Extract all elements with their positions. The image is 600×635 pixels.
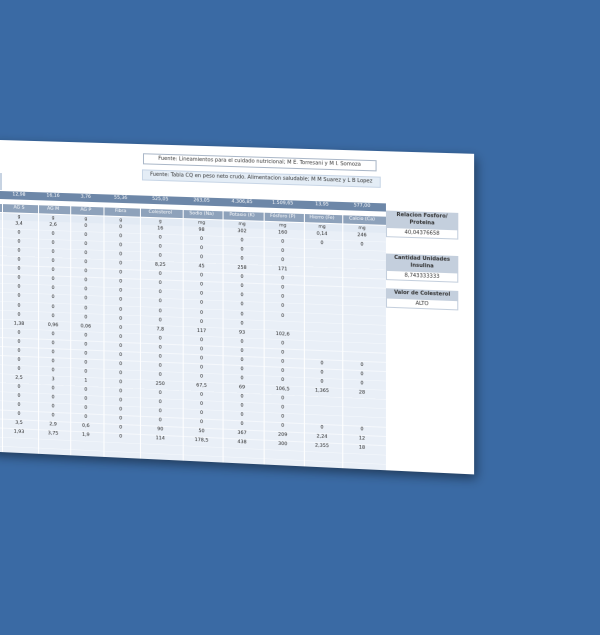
table-cell[interactable]: 0 [158, 345, 162, 351]
table-cell[interactable]: 0 [119, 389, 123, 395]
table-cell[interactable]: 50 [198, 429, 205, 435]
table-cell[interactable]: 0 [84, 251, 88, 257]
table-cell[interactable]: 0 [17, 412, 21, 418]
table-cell[interactable]: 0 [84, 223, 88, 229]
table-cell[interactable]: 0 [360, 362, 364, 368]
table-cell[interactable]: 0 [200, 356, 204, 362]
table-cell[interactable]: 0 [240, 302, 244, 308]
table-cell[interactable]: 0 [158, 253, 162, 259]
table-cell[interactable]: 0 [17, 276, 21, 282]
table-cell[interactable]: 0 [200, 346, 204, 353]
table-cell[interactable]: 0 [281, 258, 285, 264]
table-cell[interactable]: 2,24 [316, 434, 328, 441]
column-header: Potasio (K) [229, 212, 255, 219]
table-cell[interactable]: 0 [200, 319, 204, 325]
table-cell[interactable]: 0 [17, 348, 21, 354]
column-header: Hierro (Fe) [309, 215, 335, 222]
table-cell[interactable]: 1,38 [13, 321, 25, 327]
table-cell[interactable]: 0 [119, 225, 123, 231]
table-cell[interactable]: 0 [84, 387, 88, 393]
table-cell[interactable]: 18 [358, 445, 366, 452]
table-cell[interactable]: 0 [119, 334, 123, 340]
table-cell[interactable]: 28 [358, 390, 366, 396]
table-cell[interactable]: 0 [119, 425, 123, 431]
table-cell[interactable]: 0 [17, 393, 21, 400]
table-cell[interactable]: 0 [17, 303, 21, 309]
total-value: 263,05 [193, 198, 210, 204]
column-unit: mg [358, 225, 366, 232]
cholesterol-title: Valor de Colesterol [386, 288, 458, 300]
table-cell[interactable]: 2,355 [315, 443, 329, 450]
table-cell[interactable]: 98 [198, 227, 205, 233]
table-cell[interactable]: 0 [200, 291, 204, 298]
table-cell[interactable]: 90 [157, 427, 164, 433]
table-cell[interactable]: 367 [237, 431, 247, 437]
total-value: 3,76 [80, 194, 91, 200]
table-cell[interactable]: 0 [51, 295, 55, 301]
table-cell[interactable]: 0 [84, 260, 88, 266]
column-header: Fósforo (P) [270, 213, 296, 220]
total-value: 16,16 [46, 193, 60, 199]
table-cell[interactable]: 0 [281, 304, 285, 310]
table-cell[interactable]: 0 [51, 413, 55, 419]
table-cell[interactable]: 1,93 [13, 430, 25, 436]
table-cell[interactable]: 0 [119, 288, 123, 295]
table-cell[interactable]: 0 [51, 331, 55, 337]
column-unit: g [84, 216, 88, 222]
table-cell[interactable]: 0 [51, 404, 55, 410]
table-cell[interactable]: 0 [320, 361, 324, 367]
table-cell[interactable]: 67,5 [196, 383, 207, 389]
column-unit: mg [197, 220, 206, 226]
total-value: 525,05 [152, 196, 169, 203]
phos-protein-value[interactable]: 40,04376658 [386, 227, 458, 240]
total-value: 12,98 [12, 192, 26, 198]
table-cell[interactable]: 0 [158, 308, 162, 314]
table-cell[interactable]: 0 [119, 416, 123, 422]
table-cell[interactable]: 8,25 [154, 262, 166, 269]
table-cell[interactable]: 0 [320, 370, 324, 376]
table-cell[interactable]: 1,365 [315, 388, 329, 395]
table-cell[interactable]: 1,9 [82, 433, 90, 439]
table-cell[interactable]: 0 [84, 242, 88, 248]
table-cell[interactable]: 0 [119, 298, 123, 304]
table-cell[interactable]: 0 [119, 380, 123, 386]
table-cell[interactable]: 300 [278, 442, 288, 448]
table-cell[interactable]: 0 [17, 294, 21, 300]
spreadsheet-page [0, 140, 474, 475]
table-cell[interactable]: 0 [17, 330, 21, 336]
table-cell[interactable]: 0 [200, 273, 204, 279]
table-cell[interactable]: 0 [158, 244, 162, 250]
table-cell[interactable]: 0 [84, 342, 88, 348]
table-cell[interactable]: 160 [278, 230, 288, 236]
table-cell[interactable]: 0 [200, 310, 204, 316]
table-cell[interactable]: 0 [158, 281, 162, 287]
source-note-2: Fuente: Tabla CQ en peso neto crudo. Alimentacion saludable; M M Suarez y L B Lopez [142, 169, 381, 188]
table-cell[interactable]: 0 [281, 276, 285, 282]
table-cell[interactable]: 45 [198, 264, 205, 270]
table-cell[interactable]: 0 [240, 366, 244, 373]
table-cell[interactable]: 0 [17, 257, 21, 263]
table-cell[interactable]: 178,5 [194, 438, 209, 445]
table-cell[interactable]: 0 [17, 339, 21, 345]
column-unit: mg [238, 221, 246, 228]
table-cell[interactable]: 0 [84, 369, 88, 375]
table-cell[interactable]: 0 [158, 272, 162, 278]
table-cell[interactable]: 0 [84, 269, 88, 275]
total-value: 1.509,65 [272, 200, 294, 207]
table-cell[interactable]: 2,6 [49, 222, 57, 228]
column-unit: mg [318, 224, 326, 230]
table-cell[interactable]: 0 [119, 352, 123, 358]
table-cell[interactable]: 0 [281, 423, 285, 430]
table-cell[interactable]: 0 [17, 266, 21, 273]
table-cell[interactable]: 0 [84, 360, 88, 366]
table-cell[interactable]: 0 [200, 246, 204, 252]
column-header: Calcio (Ca) [348, 216, 375, 223]
column-unit: g [158, 219, 162, 225]
total-value: 55,36 [114, 195, 128, 202]
table-cell[interactable]: 0 [240, 348, 244, 354]
table-cell[interactable]: 0 [51, 386, 55, 392]
cholesterol-value[interactable]: ALTO [386, 297, 458, 310]
total-value: 13,95 [315, 202, 329, 208]
table-cell[interactable]: 0 [360, 371, 364, 378]
cholesterol-panel [386, 288, 458, 310]
table-cell[interactable]: 0 [84, 351, 88, 357]
table-cell[interactable]: 302 [237, 229, 247, 235]
table-cell[interactable]: 69 [238, 385, 246, 391]
table-cell[interactable]: 0 [119, 307, 123, 313]
table-cell[interactable]: 0 [158, 299, 162, 305]
table-cell[interactable]: 0,96 [47, 322, 59, 328]
table-cell[interactable]: 0 [119, 316, 123, 322]
table-cell[interactable]: 0 [320, 379, 324, 385]
table-cell[interactable]: 0 [200, 392, 204, 398]
table-cell[interactable]: 3,4 [15, 221, 23, 227]
table-cell[interactable]: 0 [158, 336, 162, 342]
table-cell[interactable]: 0 [200, 420, 204, 426]
table-cell[interactable]: 0 [281, 414, 285, 420]
table-cell[interactable]: 0 [240, 284, 244, 290]
table-cell[interactable]: 0 [200, 282, 204, 288]
table-cell[interactable]: 0 [84, 415, 88, 421]
table-cell[interactable]: 0 [84, 278, 88, 284]
table-cell[interactable]: 3 [51, 377, 55, 383]
table-cell[interactable]: 0 [119, 434, 123, 441]
table-cell[interactable]: 0 [240, 394, 244, 400]
table-cell[interactable]: 0 [119, 270, 123, 276]
table-cell[interactable]: 2,9 [49, 422, 57, 428]
table-cell[interactable]: 0,06 [80, 323, 92, 330]
table-cell[interactable]: 0 [119, 398, 123, 404]
table-cell[interactable]: 0 [119, 361, 123, 368]
table-cell[interactable]: 0 [17, 384, 21, 390]
table-cell[interactable]: 0 [17, 402, 21, 409]
table-cell[interactable]: 0 [320, 425, 324, 431]
table-cell[interactable]: 0 [281, 350, 285, 356]
insulin-panel [386, 253, 458, 282]
table-cell[interactable]: 0 [240, 311, 244, 318]
table-cell[interactable]: 0 [17, 285, 21, 291]
table-cell[interactable]: 0 [51, 231, 55, 237]
column-unit: mg [279, 223, 287, 229]
table-cell[interactable]: 0 [360, 381, 364, 387]
table-cell[interactable]: 2,5 [15, 375, 23, 381]
table-cell[interactable]: 7,8 [156, 326, 165, 333]
table-cell[interactable]: 0 [240, 275, 244, 281]
column-header: Sodio (Na) [189, 211, 214, 218]
table-cell[interactable]: 0 [119, 261, 123, 267]
column-header: AG P [80, 207, 92, 214]
table-cell[interactable]: 106,5 [275, 386, 290, 393]
table-cell[interactable]: 0 [51, 359, 55, 365]
column-header: AG S [13, 205, 25, 211]
table-cell[interactable]: 0 [84, 405, 88, 412]
table-cell[interactable]: 117 [196, 328, 207, 334]
table-cell[interactable]: 0 [360, 427, 364, 433]
table-cell[interactable]: 0 [119, 243, 123, 249]
table-cell[interactable]: 0 [119, 325, 123, 331]
table-cell[interactable]: 1 [84, 378, 88, 384]
column-header: Colesterol [148, 209, 172, 216]
table-cell[interactable]: 438 [237, 440, 247, 446]
table-cell[interactable]: 0 [281, 341, 285, 347]
column-header: Fibra [114, 208, 127, 215]
table-cell[interactable]: 0 [281, 396, 285, 402]
table-cell[interactable]: 0 [17, 357, 21, 363]
table-cell[interactable]: 0 [51, 259, 55, 265]
table-cell[interactable]: 0 [51, 313, 55, 319]
table-cell[interactable]: 0 [119, 370, 123, 377]
table-cell[interactable]: 0 [119, 343, 123, 349]
table-cell[interactable]: 0 [240, 357, 244, 363]
table-cell[interactable]: 0 [320, 241, 324, 247]
table-cell[interactable]: 0 [119, 234, 123, 240]
column-unit: g [119, 217, 123, 224]
table-cell[interactable]: 0 [119, 252, 123, 258]
table-cell[interactable]: 0 [84, 296, 88, 302]
table-cell[interactable]: 0 [84, 232, 88, 239]
table-cell[interactable]: 0,6 [82, 424, 90, 430]
insulin-title: Cantidad Unidades Insulina [386, 253, 458, 272]
table-cell[interactable]: 0 [84, 305, 88, 311]
table-cell[interactable]: 0 [51, 340, 55, 347]
table-cell[interactable]: 0 [281, 285, 285, 291]
table-cell[interactable]: 250 [155, 381, 165, 388]
source-note-1: Fuente: Lineamientos para el cuidado nutricional; M E. Torresani y M I. Somoza [143, 153, 377, 171]
table-cell[interactable]: 0 [240, 247, 244, 253]
table-cell[interactable]: 258 [237, 265, 247, 272]
table-cell[interactable]: 0 [17, 239, 21, 245]
table-cell[interactable]: 0 [240, 403, 244, 409]
table-cell[interactable]: 0 [158, 290, 162, 296]
table-cell[interactable]: 0 [51, 395, 55, 401]
table-cell[interactable]: 0 [158, 354, 162, 360]
table-cell[interactable]: 0 [158, 363, 162, 369]
total-value: 4.306,85 [231, 199, 253, 206]
table-cell[interactable]: 0 [200, 411, 204, 417]
table-cell[interactable]: 0 [240, 321, 244, 327]
table-cell[interactable]: 0 [200, 374, 204, 380]
table-cell[interactable]: 12 [358, 436, 366, 443]
column-unit: g [17, 214, 21, 220]
table-cell[interactable]: 0 [51, 368, 55, 374]
total-value: 577,00 [353, 203, 371, 210]
insulin-value[interactable]: 8,743333333 [386, 270, 458, 283]
table-cell[interactable]: 0 [158, 400, 162, 406]
table-cell[interactable]: 0 [51, 349, 55, 356]
table-cell[interactable]: 0 [51, 286, 55, 292]
table-cell[interactable]: 0 [158, 372, 162, 378]
table-cell[interactable]: 0 [360, 242, 364, 248]
table-cell[interactable]: 0 [51, 240, 55, 247]
table-cell[interactable]: 0 [200, 255, 204, 261]
table-cell[interactable]: 0 [17, 312, 21, 318]
table-cell[interactable]: 0 [158, 235, 162, 241]
left-header-cell [0, 182, 2, 191]
table-cell[interactable]: 93 [238, 330, 246, 336]
table-cell[interactable]: 0 [200, 236, 204, 243]
table-cell[interactable]: 0 [281, 313, 285, 319]
table-cell[interactable]: 0 [17, 366, 21, 372]
table-cell[interactable]: 0 [158, 409, 162, 415]
table-cell[interactable]: 0 [200, 365, 204, 371]
table-cell[interactable]: 0 [119, 407, 123, 413]
table-cell[interactable]: 3,5 [15, 421, 23, 427]
table-cell[interactable]: 0 [240, 422, 244, 428]
table-cell[interactable]: 0 [200, 401, 204, 408]
table-cell[interactable]: 0 [240, 238, 244, 244]
table-cell[interactable]: 3,75 [47, 431, 59, 438]
table-cell[interactable]: 0 [240, 339, 244, 345]
table-cell[interactable]: 0 [51, 268, 55, 274]
table-cell[interactable]: 0 [240, 412, 244, 419]
table-cell[interactable]: 16 [157, 226, 164, 232]
table-cell[interactable]: 0 [240, 293, 244, 299]
table-cell[interactable]: 0 [281, 239, 285, 245]
table-cell[interactable]: 0 [240, 256, 244, 262]
table-cell[interactable]: 0 [84, 287, 88, 293]
table-cell[interactable]: 0,14 [316, 231, 328, 238]
table-cell[interactable]: 0 [17, 230, 21, 236]
table-cell[interactable]: 0 [281, 359, 285, 365]
table-cell[interactable]: 0 [51, 277, 55, 283]
table-cell[interactable]: 0 [158, 418, 162, 424]
column-unit: g [51, 215, 55, 221]
table-cell[interactable]: 0 [281, 248, 285, 255]
table-cell[interactable]: 0 [281, 368, 285, 374]
table-cell[interactable]: 0 [84, 396, 88, 402]
table-cell[interactable]: 0 [281, 405, 285, 411]
table-cell[interactable]: 0 [281, 377, 285, 384]
table-cell[interactable]: 0 [51, 250, 55, 256]
table-cell[interactable]: 171 [278, 267, 288, 273]
phos-protein-panel [386, 211, 458, 240]
table-cell[interactable]: 0 [51, 304, 55, 310]
column-header: AG M [47, 206, 60, 212]
table-cell[interactable]: 0 [84, 333, 88, 339]
table-cell[interactable]: 0 [200, 301, 204, 307]
table-cell[interactable]: 209 [278, 432, 288, 439]
phos-protein-title: Relacion Fosforo/ Proteina [386, 211, 458, 230]
table-cell[interactable]: 246 [357, 233, 367, 239]
table-cell[interactable]: 102,6 [275, 331, 290, 338]
table-cell[interactable]: 0 [240, 376, 244, 382]
table-cell[interactable]: 114 [155, 436, 165, 443]
table-cell[interactable]: 0 [158, 390, 162, 397]
table-cell[interactable]: 0 [84, 314, 88, 321]
table-cell[interactable]: 0 [158, 317, 162, 323]
table-cell[interactable]: 0 [17, 248, 21, 254]
grid-lines [0, 140, 474, 154]
table-cell[interactable]: 0 [200, 337, 204, 343]
table-cell[interactable]: 0 [119, 279, 123, 285]
table-cell[interactable]: 0 [281, 294, 285, 301]
